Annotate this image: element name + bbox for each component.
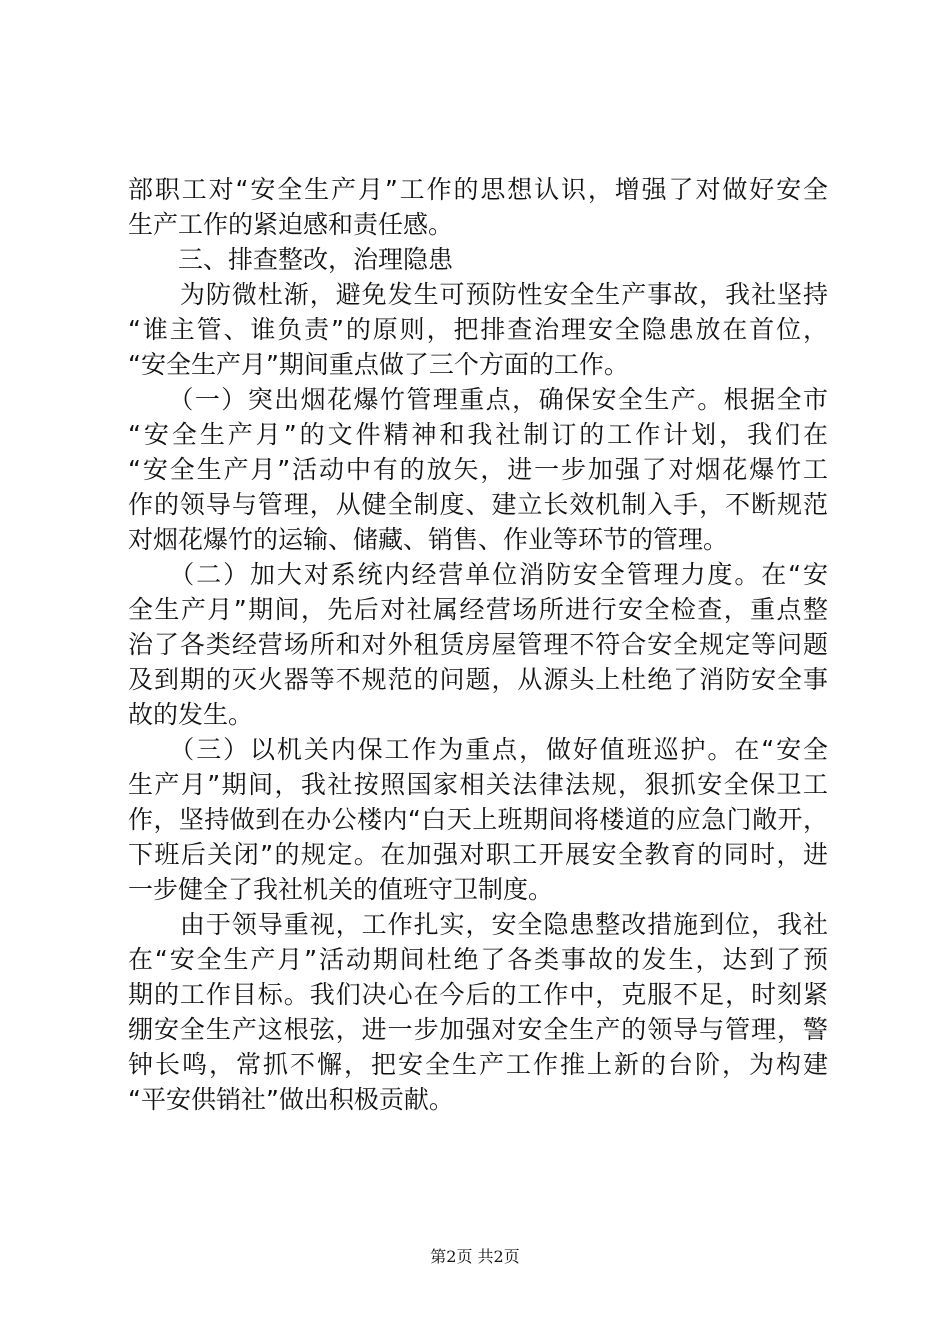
text-line: 为防微杜渐，避免发生可预防性安全生产事故，我社坚持 xyxy=(128,280,828,309)
text-line: （二）加大对系统内经营单位消防安全管理力度。在“安 xyxy=(128,560,828,589)
text-line: 作，坚持做到在办公楼内“白天上班期间将楼道的应急门敞开， xyxy=(128,805,828,834)
text-line: 下班后关闭”的规定。在加强对职工开展安全教育的同时，进 xyxy=(128,840,828,869)
text-line: 一步健全了我社机关的值班守卫制度。 xyxy=(128,875,554,904)
text-line: 全生产月”期间，先后对社属经营场所进行安全检查，重点整 xyxy=(128,595,828,624)
text-line: 故的发生。 xyxy=(128,700,254,729)
text-line: “安全生产月”活动中有的放矢，进一步加强了对烟花爆竹工 xyxy=(128,455,828,484)
text-line: 部职工对“安全生产月”工作的思想认识，增强了对做好安全 xyxy=(128,175,828,204)
text-line: 在“安全生产月”活动期间杜绝了各类事故的发生，达到了预 xyxy=(128,945,828,974)
text-line: 钟长鸣，常抓不懈，把安全生产工作推上新的台阶，为构建 xyxy=(128,1050,828,1079)
text-line: （三）以机关内保工作为重点，做好值班巡护。在“安全 xyxy=(128,735,828,764)
text-line: 治了各类经营场所和对外租赁房屋管理不符合安全规定等问题 xyxy=(128,630,828,659)
text-line: 生产月”期间，我社按照国家相关法律法规，狠抓安全保卫工 xyxy=(128,770,828,799)
text-line: 对烟花爆竹的运输、储藏、销售、作业等环节的管理。 xyxy=(128,525,729,554)
text-line: 作的领导与管理，从健全制度、建立长效机制入手，不断规范 xyxy=(128,490,828,519)
text-line: 绷安全生产这根弦，进一步加强对安全生产的领导与管理，警 xyxy=(128,1015,828,1044)
text-line: 期的工作目标。我们决心在今后的工作中，克服不足，时刻紧 xyxy=(128,980,828,1009)
text-line: “安全生产月”期间重点做了三个方面的工作。 xyxy=(128,350,629,379)
page-footer: 第2页 共2页 xyxy=(430,1247,520,1266)
text-line: 由于领导重视，工作扎实，安全隐患整改措施到位，我社 xyxy=(128,910,828,939)
text-line: （一）突出烟花爆竹管理重点，确保安全生产。根据全市 xyxy=(128,385,828,414)
text-line: 三、排查整改，治理隐患 xyxy=(128,245,454,274)
document-body xyxy=(128,172,828,1117)
text-line: “平安供销社”做出积极贡献。 xyxy=(128,1085,454,1114)
text-line: “谁主管、谁负责”的原则，把排查治理安全隐患放在首位， xyxy=(128,315,828,344)
text-line: 生产工作的紧迫感和责任感。 xyxy=(128,210,454,239)
text-line: 及到期的灭火器等不规范的问题，从源头上杜绝了消防安全事 xyxy=(128,665,828,694)
text-line: “安全生产月”的文件精神和我社制订的工作计划，我们在 xyxy=(128,420,828,449)
